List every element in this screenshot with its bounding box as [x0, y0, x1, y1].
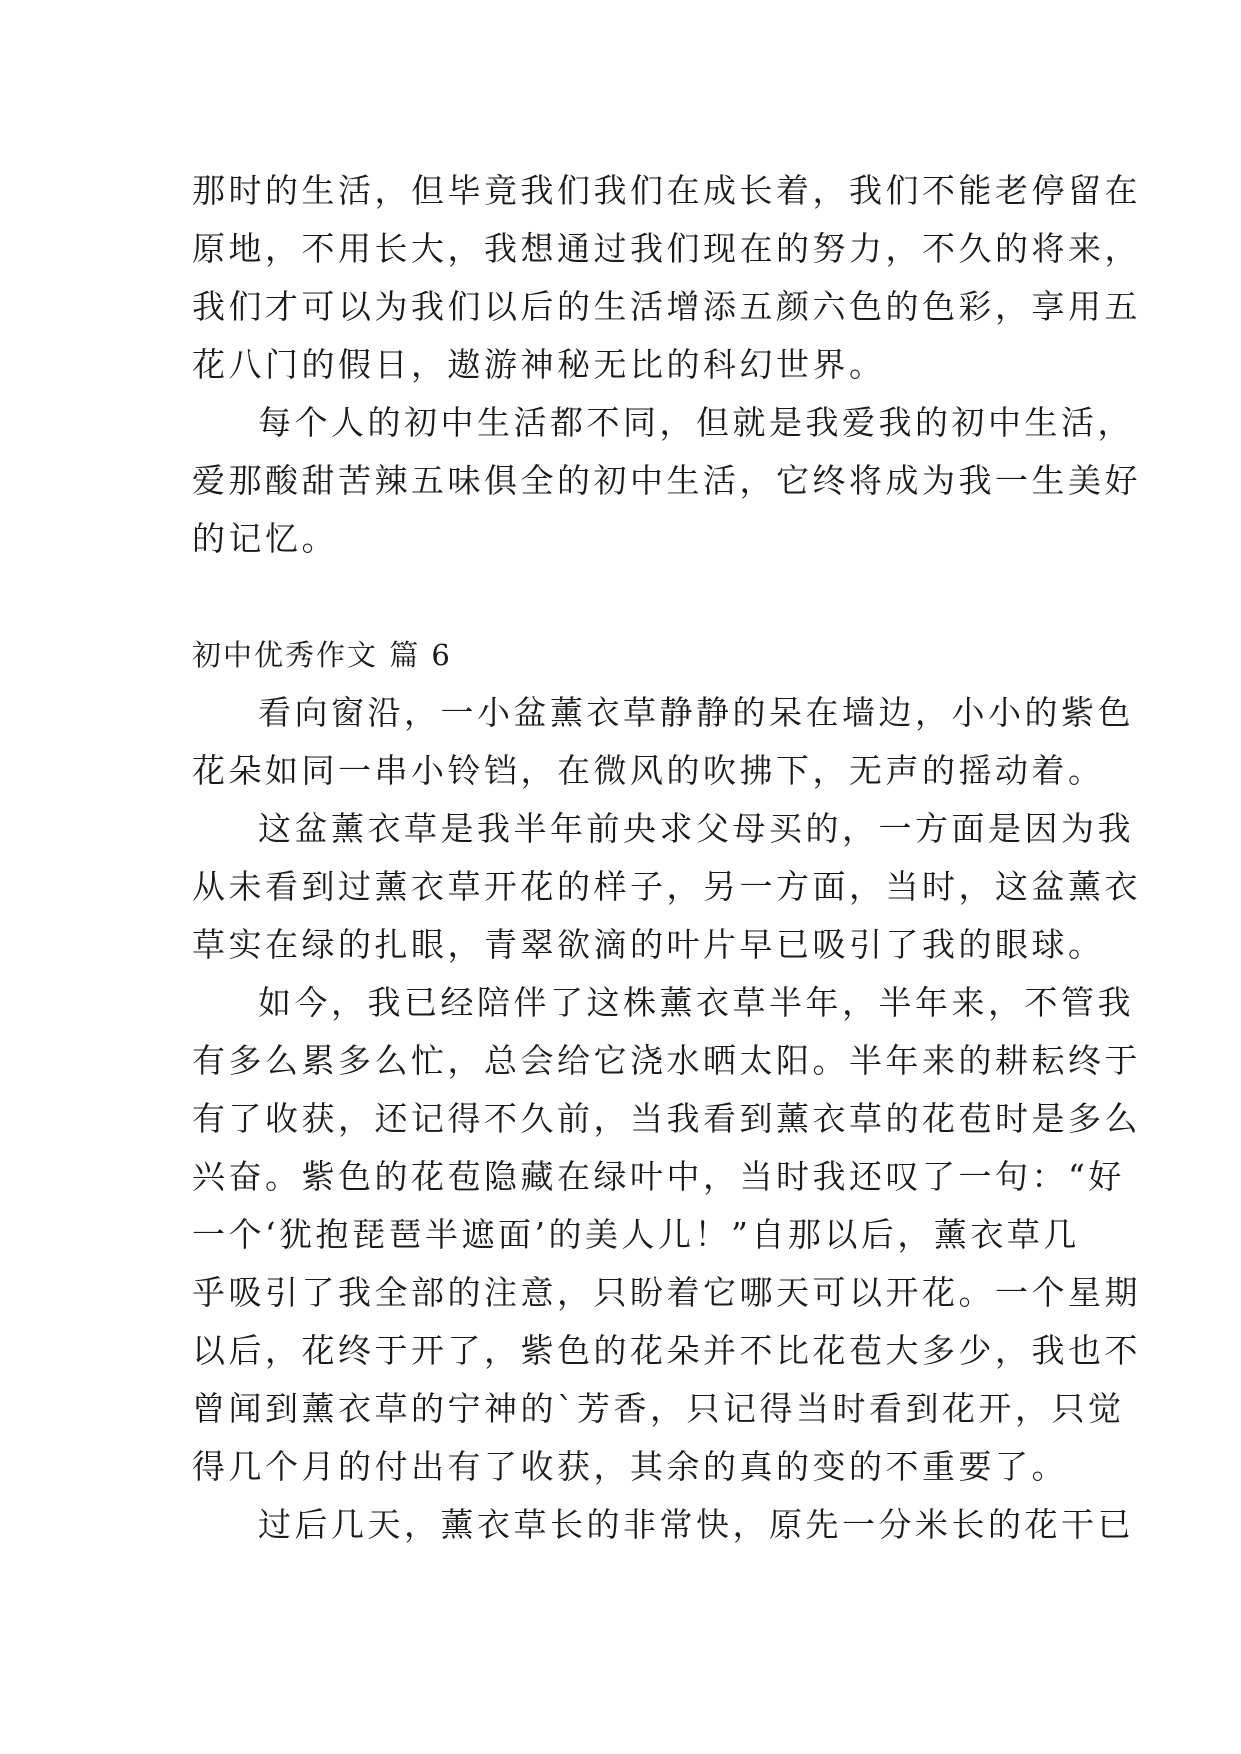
- paragraph-2: [192, 394, 1141, 568]
- text-line: 原地，不用长大，我想通过我们现在的努力，不久的将来，: [192, 229, 1141, 268]
- paragraph-1: [192, 162, 1141, 394]
- text-line: 乎吸引了我全部的注意，只盼着它哪天可以开花。一个星期: [192, 1273, 1141, 1312]
- text-line: 过后几天，薰衣草长的非常快，原先一分米长的花干已: [258, 1505, 1134, 1544]
- text-line: 这盆薰衣草是我半年前央求父母买的，一方面是因为我: [258, 809, 1134, 848]
- text-line: 一个‘犹抱琵琶半遮面’的美人儿！”自那以后，薰衣草几: [192, 1215, 1080, 1254]
- text-line: 从未看到过薰衣草开花的样子，另一方面，当时，这盆薰衣: [192, 867, 1141, 906]
- text-line: 看向窗沿，一小盆薰衣草静静的呆在墙边，小小的紫色: [258, 693, 1134, 732]
- paragraph-6: [192, 1496, 1134, 1554]
- text-line: 那时的生活，但毕竟我们我们在成长着，我们不能老停留在: [192, 171, 1141, 210]
- text-line: 有了收获，还记得不久前，当我看到薰衣草的花苞时是多么: [192, 1099, 1141, 1138]
- paragraph-5: [192, 974, 1141, 1496]
- text-line: 兴奋。紫色的花苞隐藏在绿叶中，当时我还叹了一句：“好: [192, 1157, 1125, 1196]
- text-body: [192, 162, 1141, 1554]
- text-line: 如今，我已经陪伴了这株薰衣草半年，半年来，不管我: [258, 983, 1134, 1022]
- text-line: 花八门的假日，遨游神秘无比的科幻世界。: [192, 345, 886, 384]
- text-line: 曾闻到薰衣草的宁神的`芳香，只记得当时看到花开，只觉: [192, 1389, 1125, 1428]
- text-line: 以后，花终于开了，紫色的花朵并不比花苞大多少，我也不: [192, 1331, 1141, 1370]
- section-heading: 初中优秀作文 篇 6: [192, 638, 452, 672]
- blank-line: [192, 568, 1062, 626]
- text-line: 我们才可以为我们以后的生活增添五颜六色的色彩，享用五: [192, 287, 1141, 326]
- text-line: 的记忆。: [192, 519, 338, 558]
- text-line: 每个人的初中生活都不同，但就是我爱我的初中生活，: [258, 403, 1134, 442]
- text-line: 得几个月的付出有了收获，其余的真的变的不重要了。: [192, 1447, 1068, 1486]
- paragraph-4: [192, 800, 1141, 974]
- text-line: 有多么累多么忙，总会给它浇水晒太阳。半年来的耕耘终于: [192, 1041, 1141, 1080]
- text-line: 爱那酸甜苦辣五味俱全的初中生活，它终将成为我一生美好: [192, 461, 1141, 500]
- text-line: 花朵如同一串小铃铛，在微风的吹拂下，无声的摇动着。: [192, 751, 1105, 790]
- paragraph-3: [192, 684, 1134, 800]
- text-line: 草实在绿的扎眼，青翠欲滴的叶片早已吸引了我的眼球。: [192, 925, 1105, 964]
